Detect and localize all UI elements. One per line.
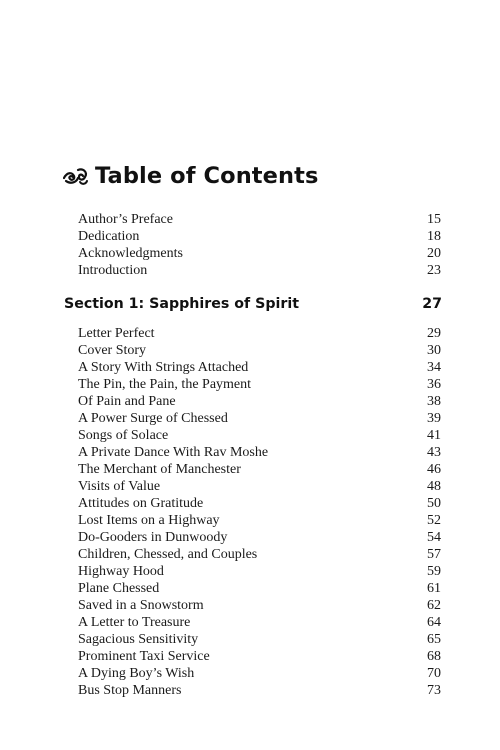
toc-entry-page-number: 36 bbox=[427, 377, 441, 392]
toc-entry bbox=[78, 245, 441, 262]
toc-entry-page-number: 34 bbox=[427, 360, 441, 375]
toc-entry-page-number: 57 bbox=[427, 547, 441, 562]
toc-entry-title: Bus Stop Manners bbox=[78, 683, 182, 698]
toc-entry-page-number: 41 bbox=[427, 428, 441, 443]
toc-entry bbox=[78, 631, 441, 648]
section-page-number: 27 bbox=[422, 296, 442, 312]
toc-entry bbox=[78, 580, 441, 597]
toc-entry bbox=[78, 682, 441, 699]
toc-entry bbox=[78, 325, 441, 342]
toc-entry-page-number: 46 bbox=[427, 462, 441, 477]
toc-entry-title: Prominent Taxi Service bbox=[78, 649, 210, 664]
toc-entry bbox=[78, 376, 441, 393]
section-heading bbox=[64, 296, 442, 312]
toc-entry-page-number: 43 bbox=[427, 445, 441, 460]
toc-entry-page-number: 50 bbox=[427, 496, 441, 511]
toc-entry-page-number: 18 bbox=[427, 229, 441, 244]
toc-entry bbox=[78, 427, 441, 444]
toc-entry bbox=[78, 597, 441, 614]
toc-entry-page-number: 65 bbox=[427, 632, 441, 647]
toc-entry bbox=[78, 512, 441, 529]
toc-entry-page-number: 64 bbox=[427, 615, 441, 630]
toc-entry-title: Dedication bbox=[78, 229, 140, 244]
toc-entry-title: Of Pain and Pane bbox=[78, 394, 176, 409]
toc-entry-page-number: 30 bbox=[427, 343, 441, 358]
toc-entry bbox=[78, 444, 441, 461]
toc-entry-page-number: 62 bbox=[427, 598, 441, 613]
toc-entry-page-number: 54 bbox=[427, 530, 441, 545]
toc-entry bbox=[78, 262, 441, 279]
toc-entry-title: The Merchant of Manchester bbox=[78, 462, 241, 477]
toc-entry-title: The Pin, the Pain, the Payment bbox=[78, 377, 252, 392]
page-title: Table of Contents bbox=[95, 163, 319, 189]
toc-entry bbox=[78, 228, 441, 245]
toc-entry-title: Attitudes on Gratitude bbox=[78, 496, 204, 511]
toc-entry-page-number: 73 bbox=[427, 683, 441, 698]
toc-entry-page-number: 70 bbox=[427, 666, 441, 681]
toc-entry-title: Songs of Solace bbox=[78, 428, 169, 443]
fleuron-icon bbox=[63, 166, 89, 186]
toc-entry-title: Author’s Preface bbox=[78, 212, 173, 227]
toc-entry bbox=[78, 478, 441, 495]
toc-entry bbox=[78, 393, 441, 410]
toc-entry-title: Saved in a Snowstorm bbox=[78, 598, 204, 613]
toc-entry bbox=[78, 529, 441, 546]
toc-entry bbox=[78, 359, 441, 376]
toc-entry-page-number: 39 bbox=[427, 411, 441, 426]
toc-entry-title: Lost Items on a Highway bbox=[78, 513, 220, 528]
toc-entry bbox=[78, 495, 441, 512]
toc-entry-title: A Story With Strings Attached bbox=[78, 360, 249, 375]
toc-entry-page-number: 15 bbox=[427, 212, 441, 227]
toc-entry bbox=[78, 648, 441, 665]
toc-entry bbox=[78, 546, 441, 563]
toc-entry-title: A Letter to Treasure bbox=[78, 615, 191, 630]
toc-entry bbox=[78, 563, 441, 580]
toc-entry bbox=[78, 614, 441, 631]
toc-entry-page-number: 68 bbox=[427, 649, 441, 664]
toc-entry-title: Children, Chessed, and Couples bbox=[78, 547, 258, 562]
toc-entry-page-number: 48 bbox=[427, 479, 441, 494]
toc-entry-title: Introduction bbox=[78, 263, 148, 278]
toc-entry-title: Cover Story bbox=[78, 343, 147, 358]
toc-entry-title: Visits of Value bbox=[78, 479, 161, 494]
toc-entry-title: Do-Gooders in Dunwoody bbox=[78, 530, 228, 545]
toc-entry-title: Letter Perfect bbox=[78, 326, 155, 341]
section-entry-list bbox=[78, 325, 441, 699]
toc-entry-title: Plane Chessed bbox=[78, 581, 160, 596]
toc-entry bbox=[78, 211, 441, 228]
toc-entry bbox=[78, 410, 441, 427]
toc-entry bbox=[78, 342, 441, 359]
toc-entry-title: A Power Surge of Chessed bbox=[78, 411, 228, 426]
toc-entry-title: Sagacious Sensitivity bbox=[78, 632, 199, 647]
toc-entry-page-number: 61 bbox=[427, 581, 441, 596]
toc-entry-page-number: 38 bbox=[427, 394, 441, 409]
toc-entry-page-number: 59 bbox=[427, 564, 441, 579]
toc-entry-page-number: 23 bbox=[427, 263, 441, 278]
toc-entry-title: Acknowledgments bbox=[78, 246, 183, 261]
toc-heading bbox=[63, 163, 319, 189]
toc-entry bbox=[78, 665, 441, 682]
toc-entry-title: Highway Hood bbox=[78, 564, 164, 579]
toc-entry bbox=[78, 461, 441, 478]
toc-entry-page-number: 29 bbox=[427, 326, 441, 341]
toc-entry-page-number: 52 bbox=[427, 513, 441, 528]
toc-entry-page-number: 20 bbox=[427, 246, 441, 261]
section-title: Section 1: Sapphires of Spirit bbox=[64, 296, 299, 312]
toc-entry-title: A Private Dance With Rav Moshe bbox=[78, 445, 269, 460]
front-matter-list bbox=[78, 211, 441, 279]
toc-entry-title: A Dying Boy’s Wish bbox=[78, 666, 195, 681]
